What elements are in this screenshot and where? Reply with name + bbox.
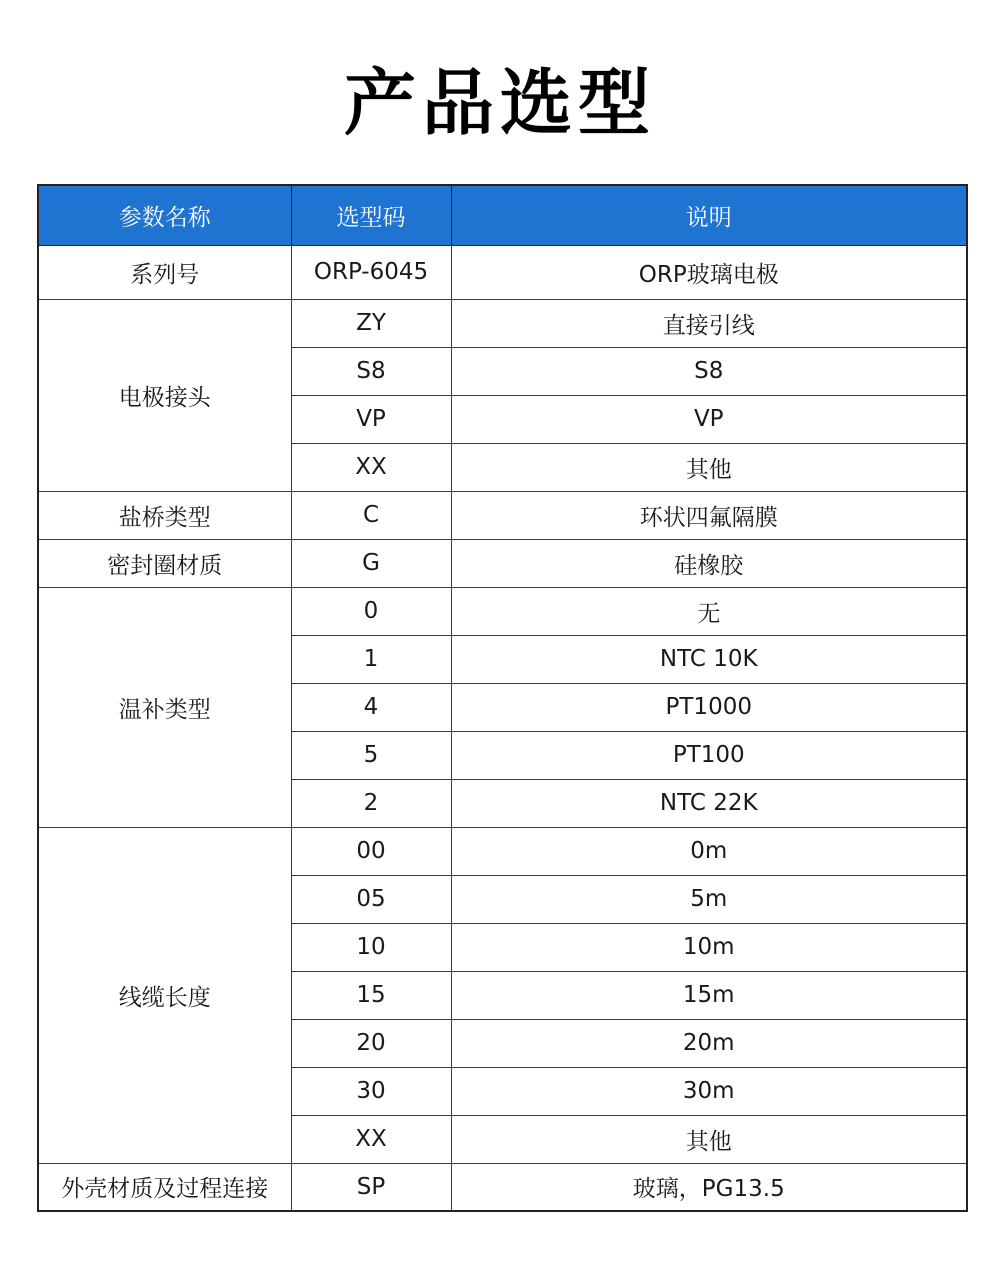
code-cell: 5 [291,731,451,779]
code-cell: 00 [291,827,451,875]
param-cell: 电极接头 [38,299,291,491]
code-cell: 4 [291,683,451,731]
desc-cell: 玻璃，PG13.5 [451,1163,967,1211]
desc-cell: ORP玻璃电极 [451,245,967,299]
product-selection-table [37,184,968,1212]
table-header [38,185,967,245]
table-row [38,299,967,347]
desc-cell: PT1000 [451,683,967,731]
desc-cell: 0m [451,827,967,875]
param-cell: 密封圈材质 [38,539,291,587]
code-cell: S8 [291,347,451,395]
table-row [38,245,967,299]
code-cell: XX [291,1115,451,1163]
code-cell: 30 [291,1067,451,1115]
desc-cell: NTC 10K [451,635,967,683]
page-title: 产品选型 [343,61,656,145]
code-cell: 10 [291,923,451,971]
code-cell: XX [291,443,451,491]
code-cell: 20 [291,1019,451,1067]
code-cell: 0 [291,587,451,635]
desc-cell: 10m [451,923,967,971]
code-cell: G [291,539,451,587]
desc-cell: PT100 [451,731,967,779]
header-row [38,185,967,245]
code-cell: 1 [291,635,451,683]
table-row [38,587,967,635]
code-cell: 15 [291,971,451,1019]
desc-cell: VP [451,395,967,443]
code-cell: 05 [291,875,451,923]
code-cell: 2 [291,779,451,827]
desc-cell: 30m [451,1067,967,1115]
param-cell: 温补类型 [38,587,291,827]
header-param-name: 参数名称 [38,185,291,245]
param-cell: 盐桥类型 [38,491,291,539]
header-code: 选型码 [291,185,451,245]
table-row [38,1163,967,1211]
code-cell: VP [291,395,451,443]
code-cell: SP [291,1163,451,1211]
desc-cell: 15m [451,971,967,1019]
desc-cell: 环状四氟隔膜 [451,491,967,539]
table-row [38,539,967,587]
table-row [38,491,967,539]
desc-cell: S8 [451,347,967,395]
param-cell: 外壳材质及过程连接 [38,1163,291,1211]
desc-cell: 5m [451,875,967,923]
code-cell: C [291,491,451,539]
desc-cell: 20m [451,1019,967,1067]
desc-cell: 其他 [451,443,967,491]
param-cell: 系列号 [38,245,291,299]
code-cell: ZY [291,299,451,347]
code-cell: ORP-6045 [291,245,451,299]
header-description: 说明 [451,185,967,245]
desc-cell: 直接引线 [451,299,967,347]
desc-cell: 其他 [451,1115,967,1163]
desc-cell: 无 [451,587,967,635]
desc-cell: NTC 22K [451,779,967,827]
param-cell: 线缆长度 [38,827,291,1163]
table-row [38,827,967,875]
desc-cell: 硅橡胶 [451,539,967,587]
table-body [38,245,967,1211]
